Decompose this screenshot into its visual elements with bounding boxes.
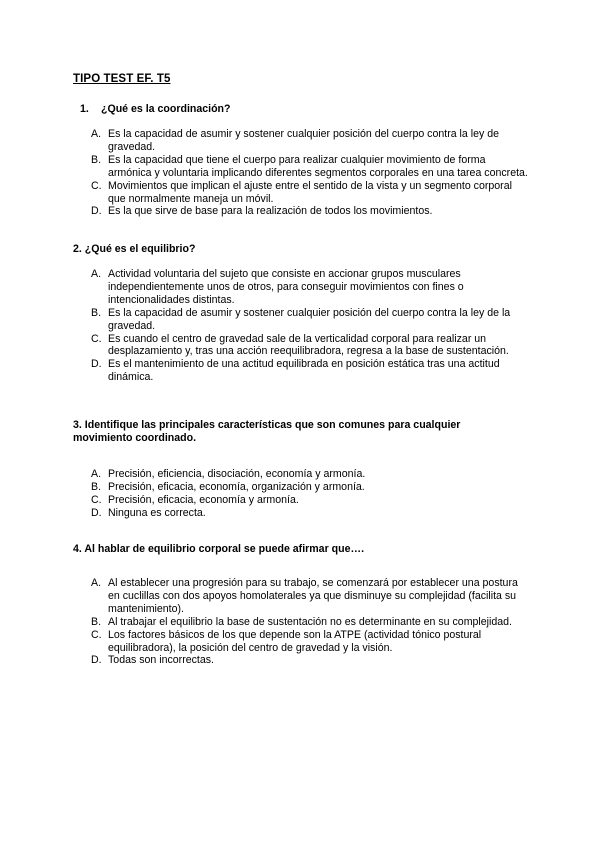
option-text: Ninguna es correcta. — [108, 506, 206, 519]
option-letter: A. — [91, 128, 102, 140]
option-text: Es la capacidad que tiene el cuerpo para realizar cualquier movimiento de forma armónica y voluntaria implicando diferentes segmentos corporales en una tarea concreta. — [108, 153, 528, 179]
option-letter: C. — [91, 332, 102, 345]
option-letter: B. — [91, 306, 102, 319]
option-letter: A. — [91, 268, 102, 280]
question-2-option-a — [91, 268, 531, 307]
question-1-text: ¿Qué es la coordinación? — [101, 103, 231, 115]
question-3-heading: 3. Identifique las principales características que son comunes para cualquier movimiento coordinado. — [73, 419, 461, 444]
question-2-option-c — [91, 333, 531, 359]
option-text: Los factores básicos de los que depende son la ATPE (actividad tónico postural equilibradora), la posición del centro de gravedad y la visión. — [108, 628, 482, 654]
option-letter: C. — [91, 179, 102, 192]
question-2-option-d — [91, 358, 531, 384]
option-text: Es la que sirve de base para la realización de todos los movimientos. — [108, 205, 433, 218]
document-title: TIPO TEST EF. T5 — [73, 73, 171, 85]
question-1-options — [91, 128, 531, 218]
option-letter: D. — [91, 654, 102, 667]
question-1-option-a — [91, 128, 531, 154]
option-text: Es el mantenimiento de una actitud equilibrada en posición estática tras una actitud dinámica. — [108, 358, 500, 384]
question-2-heading: 2. ¿Qué es el equilibrio? — [73, 243, 196, 255]
question-4-option-c — [91, 629, 531, 655]
question-1-heading — [80, 103, 231, 116]
option-text: Precisión, eficacia, economía y armonía. — [108, 493, 299, 506]
option-letter: B. — [91, 480, 102, 493]
question-3-option-b — [91, 481, 531, 494]
option-text: Al establecer una progresión para su trabajo, se comenzará por establecer una postura en cuclillas con dos apoyos homolaterales ya que disminuye su complejidad (facilita su mantenimiento). — [108, 577, 518, 615]
option-letter: A. — [91, 577, 102, 589]
option-letter: A. — [91, 468, 102, 480]
option-letter: B. — [91, 615, 102, 628]
option-text: Es cuando el centro de gravedad sale de la verticalidad corporal para realizar un desplazamiento y, tras una acción reequilibradora, regresa a la base de sustentación. — [108, 332, 509, 358]
option-text: Precisión, eficiencia, disociación, economía y armonía. — [108, 468, 366, 480]
option-text: Es la capacidad de asumir y sostener cualquier posición del cuerpo contra la ley de la gravedad. — [108, 306, 511, 332]
question-1-number: 1. — [80, 103, 89, 115]
option-text: Al trabajar el equilibrio la base de sustentación no es determinante en su complejidad. — [108, 615, 512, 628]
question-4-options — [91, 577, 531, 667]
option-text: Precisión, eficacia, economía, organización y armonía. — [108, 480, 365, 493]
question-1-option-c — [91, 180, 531, 206]
option-text: Actividad voluntaria del sujeto que consiste en accionar grupos musculares independientemente unos de otros, para conseguir movimientos con fines o intencionalidades distintas. — [108, 268, 464, 306]
question-3-option-d — [91, 507, 531, 520]
question-2-options — [91, 268, 531, 384]
option-letter: C. — [91, 493, 102, 506]
option-letter: B. — [91, 153, 102, 166]
option-text: Es la capacidad de asumir y sostener cualquier posición del cuerpo contra la ley de gravedad. — [108, 128, 500, 153]
question-1-option-b — [91, 154, 531, 180]
option-letter: D. — [91, 358, 102, 371]
option-text: Todas son incorrectas. — [108, 654, 214, 667]
option-text: Movimientos que implican el ajuste entre el sentido de la vista y un segmento corporal que normalmente maneja un móvil. — [108, 179, 512, 205]
question-3-option-a — [91, 468, 531, 481]
question-4-option-b — [91, 616, 531, 629]
question-3-option-c — [91, 494, 531, 507]
option-letter: D. — [91, 205, 102, 218]
option-letter: C. — [91, 628, 102, 641]
question-3-options — [91, 468, 531, 520]
question-1-option-d — [91, 205, 531, 218]
question-4-heading: 4. Al hablar de equilibrio corporal se puede afirmar que…. — [73, 543, 365, 555]
question-4-option-a — [91, 577, 531, 616]
question-4-option-d — [91, 654, 531, 667]
question-2-option-b — [91, 307, 531, 333]
option-letter: D. — [91, 506, 102, 519]
